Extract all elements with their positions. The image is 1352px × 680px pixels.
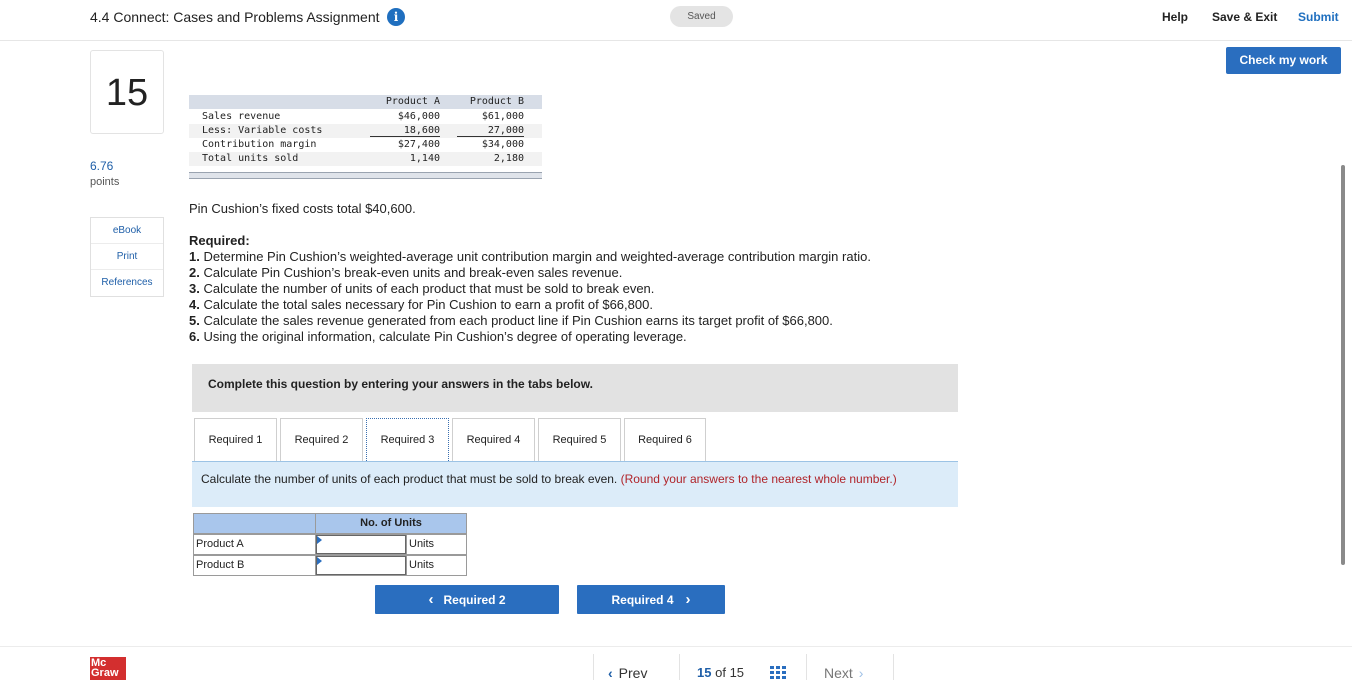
table-header-row — [189, 95, 542, 109]
product-b-value: 27,000 — [457, 125, 524, 137]
next-question-button[interactable] — [824, 665, 863, 680]
row-label: Sales revenue — [202, 111, 281, 122]
print-link[interactable]: Print — [91, 244, 163, 270]
tab-required-2[interactable]: Required 2 — [280, 418, 363, 461]
fixed-costs-text: Pin Cushion’s fixed costs total $40,600. — [189, 201, 416, 216]
requirement-item: 3. Calculate the number of units of each product that must be sold to break even. — [189, 281, 655, 296]
prev-label: Prev — [618, 665, 648, 680]
tab-instruction — [192, 461, 958, 507]
requirements-list — [189, 233, 871, 345]
help-link[interactable]: Help — [1162, 10, 1189, 24]
requirement-item: 6. Using the original information, calculate Pin Cushion’s degree of operating leverage. — [189, 329, 687, 344]
requirement-item: 2. Calculate Pin Cushion’s break-even units and break-even sales revenue. — [189, 265, 623, 280]
product-b-value: 2,180 — [493, 153, 524, 164]
assignment-title: 4.4 Connect: Cases and Problems Assignment — [90, 9, 380, 25]
prev-required-label: Required 2 — [443, 593, 506, 607]
grid-icon[interactable] — [770, 666, 787, 680]
instruction-text: Calculate the number of units of each product that must be sold to break even. — [201, 472, 621, 486]
saved-status-badge: Saved — [670, 6, 733, 27]
points-value: 6.76 — [90, 159, 114, 173]
banner-text: Complete this question by entering your answers in the tabs below. — [208, 377, 593, 391]
input-marker-icon — [317, 536, 322, 544]
footer-separator — [593, 654, 594, 680]
table-row — [189, 152, 542, 166]
mcgraw-hill-logo: Mc Graw — [90, 657, 126, 680]
requirement-item: 1. Determine Pin Cushion’s weighted-average unit contribution margin and weighted-average contribution margin ratio. — [189, 249, 871, 264]
footer-separator — [679, 654, 680, 680]
submit-link[interactable]: Submit — [1298, 10, 1339, 24]
prev-question-button[interactable] — [608, 665, 647, 680]
product-b-value: $34,000 — [481, 139, 524, 150]
resource-links — [90, 217, 164, 297]
chevron-right-icon: › — [858, 665, 864, 680]
tab-required-5[interactable]: Required 5 — [538, 418, 621, 461]
ebook-link[interactable]: eBook — [91, 218, 163, 244]
product-b-value: $61,000 — [481, 111, 524, 122]
table-row — [189, 110, 542, 124]
next-required-label: Required 4 — [611, 593, 674, 607]
of-label: of — [715, 665, 726, 680]
check-my-work-button[interactable]: Check my work — [1226, 47, 1341, 74]
answer-input-cell — [315, 555, 407, 576]
answer-row-label: Product A — [193, 534, 316, 555]
unit-label: Units — [406, 534, 467, 555]
answer-header-units: No. of Units — [315, 513, 467, 534]
required-heading: Required: — [189, 233, 250, 248]
current-page: 15 — [697, 665, 712, 680]
vertical-scrollbar[interactable] — [1341, 165, 1345, 565]
product-a-value: $27,400 — [397, 139, 440, 150]
input-marker-icon — [317, 557, 322, 565]
row-label: Contribution margin — [202, 139, 317, 150]
next-label: Next — [824, 665, 853, 680]
footer-separator — [893, 654, 894, 680]
row-label: Less: Variable costs — [202, 125, 323, 136]
answer-header-blank — [193, 513, 316, 534]
instructions-banner — [192, 364, 958, 412]
top-bar — [0, 0, 1352, 41]
tab-required-3[interactable]: Required 3 — [366, 418, 449, 461]
column-header-product-a: Product A — [385, 96, 440, 107]
requirement-item: 5. Calculate the sales revenue generated from each product line if Pin Cushion earns its target profit of $66,800. — [189, 313, 833, 328]
points-label: points — [90, 176, 120, 188]
product-a-value: 18,600 — [370, 125, 440, 137]
prev-required-button[interactable] — [375, 585, 559, 614]
question-number: 15 — [90, 50, 164, 134]
unit-label: Units — [406, 555, 467, 576]
footer-separator — [806, 654, 807, 680]
chevron-left-icon: ‹ — [608, 665, 613, 680]
table-row — [189, 124, 542, 138]
requirement-item: 4. Calculate the total sales necessary for Pin Cushion to earn a profit of $66,800. — [189, 297, 653, 312]
product-a-value: 1,140 — [409, 153, 440, 164]
product-b-units-input[interactable] — [316, 556, 406, 575]
tab-required-6[interactable]: Required 6 — [624, 418, 706, 461]
row-label: Total units sold — [202, 153, 299, 164]
save-exit-link[interactable]: Save & Exit — [1212, 10, 1278, 24]
answer-row-label: Product B — [193, 555, 316, 576]
tab-required-1[interactable]: Required 1 — [194, 418, 277, 461]
rounding-note: (Round your answers to the nearest whole number.) — [620, 472, 897, 486]
references-link[interactable]: References — [101, 277, 153, 288]
answer-input-cell — [315, 534, 407, 555]
total-pages: 15 — [729, 665, 745, 680]
table-footer-strip — [189, 172, 542, 179]
next-required-button[interactable] — [577, 585, 725, 614]
tab-required-4[interactable]: Required 4 — [452, 418, 535, 461]
footer-divider — [0, 646, 1352, 647]
info-icon[interactable]: i — [387, 8, 405, 26]
chevron-left-icon: ‹ — [428, 591, 434, 608]
question-pager[interactable] — [697, 665, 744, 680]
product-a-units-input[interactable] — [316, 535, 406, 554]
column-header-product-b: Product B — [469, 96, 524, 107]
chevron-right-icon: › — [685, 591, 691, 608]
table-row — [189, 138, 542, 152]
product-a-value: $46,000 — [397, 111, 440, 122]
